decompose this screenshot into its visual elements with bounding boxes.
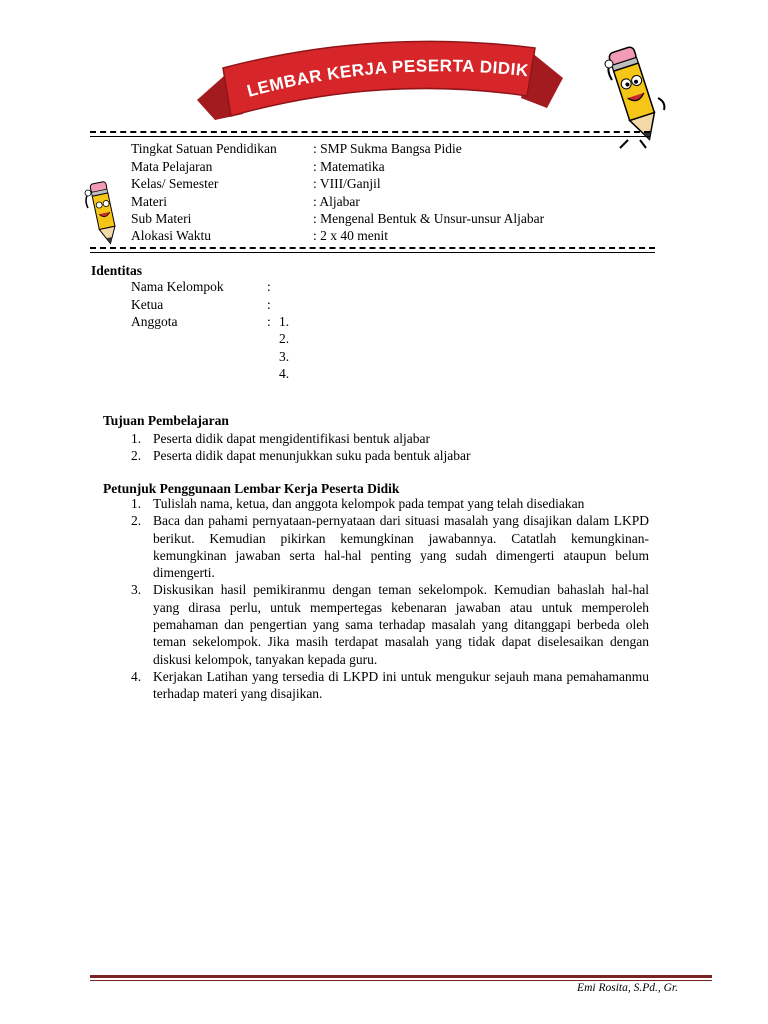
- small-pencil-mascot-icon: [82, 178, 128, 248]
- list-text: Diskusikan hasil pemikiranmu dengan teman sekelompok. Kemudian bahaslah hal-hal yang dirasa perlu, untuk mempertegas kebenaran jawaban atau untuk memperoleh pemahaman dan pengertian yang sama terhadap masalah yang ditanggapi berbeda oleh teman sekelompok. Jika masih terdapat masalah yang tidak dapat diselesaikan dengan diskusi kelompok, tanyakan kepada guru.: [153, 582, 649, 667]
- list-item: [131, 495, 649, 512]
- list-item: [131, 668, 649, 703]
- petunjuk-list: [131, 495, 649, 703]
- info-value: : Matematika: [313, 158, 385, 174]
- tujuan-heading: Tujuan Pembelajaran: [103, 413, 229, 428]
- list-text: Peserta didik dapat mengidentifikasi bentuk aljabar: [153, 431, 431, 446]
- nama-kelompok-label: Nama Kelompok: [131, 279, 224, 294]
- list-number: 2.: [131, 448, 142, 464]
- pencil-mascot-icon: [598, 40, 670, 150]
- info-row: [131, 175, 381, 192]
- list-item: [131, 581, 649, 667]
- info-value: : SMP Sukma Bangsa Pidie: [313, 141, 462, 156]
- info-value: : VIII/Ganjil: [313, 176, 381, 191]
- anggota-number: 1.: [279, 314, 290, 329]
- title-banner: [195, 38, 565, 128]
- info-label: Mata Pelajaran: [131, 158, 213, 174]
- list-text: Tulislah nama, ketua, dan anggota kelompok pada tempat yang telah disediakan: [153, 496, 585, 511]
- anggota-label: Anggota: [131, 314, 178, 329]
- footer-author: Emi Rosita, S.Pd., Gr.: [577, 982, 678, 994]
- info-row: [131, 227, 388, 244]
- info-row: [131, 193, 360, 210]
- header-divider-top: [90, 131, 650, 133]
- nama-kelompok-colon: :: [267, 279, 271, 294]
- list-item: [131, 430, 651, 447]
- info-row: [131, 158, 385, 175]
- anggota-colon: :: [267, 314, 271, 329]
- list-item: [131, 512, 649, 581]
- info-value: : Mengenal Bentuk & Unsur-unsur Aljabar: [313, 211, 545, 226]
- anggota-number: 2.: [279, 331, 290, 346]
- footer-divider-thin: [90, 980, 712, 981]
- list-text: Kerjakan Latihan yang tersedia di LKPD ini untuk mengukur sejauh mana pemahamanmu terhadap materi yang disajikan.: [153, 668, 649, 702]
- list-number: 3.: [131, 582, 142, 598]
- info-label: Sub Materi: [131, 211, 192, 226]
- list-number: 1.: [131, 496, 142, 511]
- list-text: Baca dan pahami pernyataan-pernyataan dari situasi masalah yang disajikan dalam LKPD berikut. Kemudian pikirkan kemungkinan jawabannya. Catatlah kemungkinan-kemungkinan jawaban serta hal-hal penting yang sudah dimengerti ataupun belum dimengerti.: [153, 513, 649, 581]
- tujuan-list: [131, 430, 651, 465]
- info-label: Materi: [131, 193, 167, 209]
- info-row: [131, 210, 544, 227]
- header-divider-top-thin: [90, 136, 650, 137]
- list-text: Peserta didik dapat menunjukkan suku pada bentuk aljabar: [153, 448, 471, 464]
- banner-title: LEMBAR KERJA PESERTA DIDIK: [244, 56, 530, 101]
- ketua-colon: :: [267, 297, 271, 312]
- list-number: 2.: [131, 513, 142, 529]
- footer-divider: [90, 975, 712, 978]
- header-divider-bottom: [90, 247, 655, 249]
- ketua-label: Ketua: [131, 297, 164, 312]
- info-value: : Aljabar: [313, 193, 360, 209]
- info-label: Tingkat Satuan Pendidikan: [131, 141, 277, 156]
- list-number: 4.: [131, 668, 142, 684]
- anggota-number: 3.: [279, 349, 290, 364]
- info-label: Alokasi Waktu: [131, 228, 212, 243]
- list-number: 1.: [131, 431, 142, 446]
- info-value: : 2 x 40 menit: [313, 228, 388, 243]
- list-item: [131, 447, 651, 464]
- anggota-number: 4.: [279, 366, 290, 381]
- info-row: [131, 140, 462, 157]
- identitas-heading: Identitas: [91, 263, 143, 278]
- header-divider-bottom-thin: [90, 252, 655, 253]
- info-label: Kelas/ Semester: [131, 176, 219, 191]
- petunjuk-heading: Petunjuk Penggunaan Lembar Kerja Peserta Didik: [103, 481, 400, 496]
